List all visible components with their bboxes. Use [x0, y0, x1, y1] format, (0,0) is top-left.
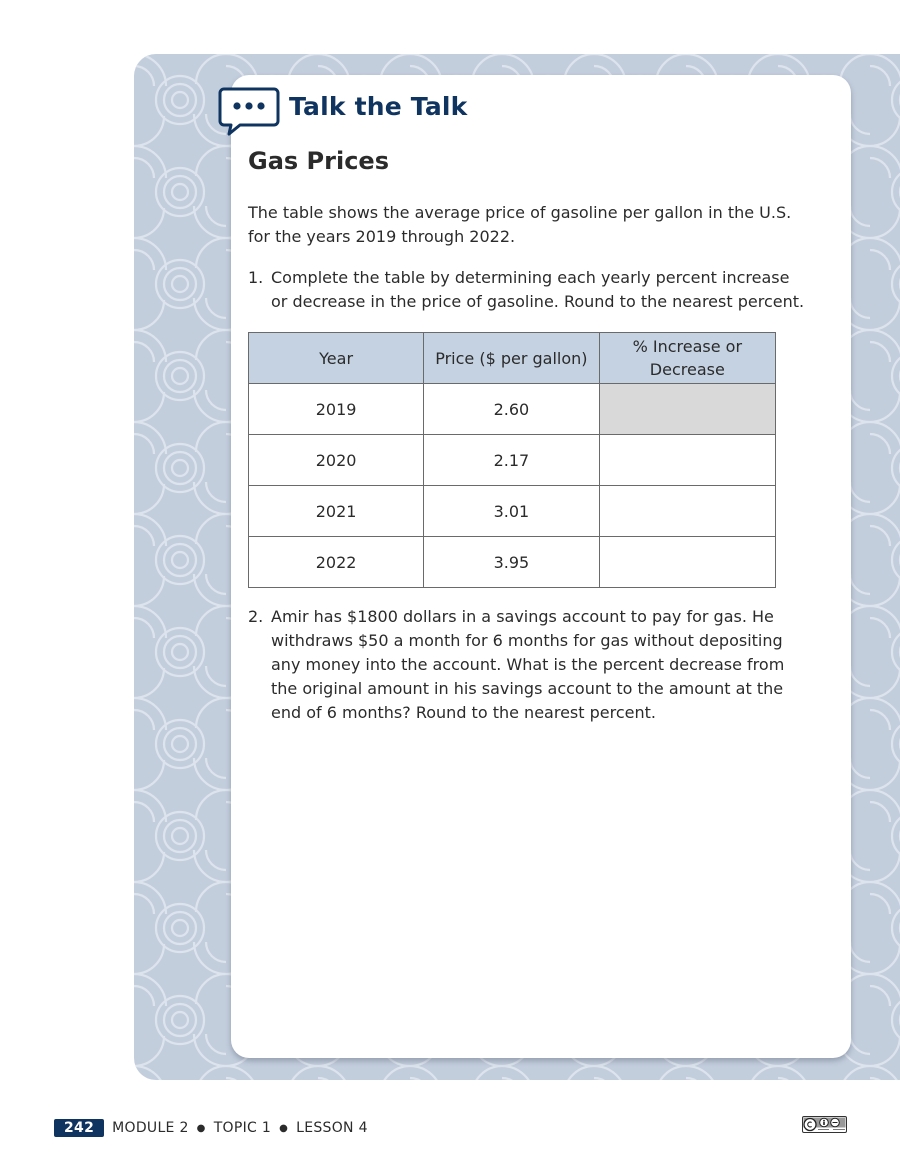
question-text: Complete the table by determining each yearly percent increase or decrease in the price of gasoline. Round to the nearest percent.: [271, 268, 805, 311]
bullet-separator: ●: [196, 1122, 206, 1134]
header-year: Year: [249, 333, 424, 384]
bullet-separator: ●: [279, 1122, 289, 1134]
percent-answer-cell[interactable]: [599, 537, 775, 588]
table-row: [249, 486, 776, 537]
percent-answer-cell[interactable]: [599, 435, 775, 486]
price-cell: 3.01: [424, 486, 599, 537]
question-number: 1.: [248, 268, 264, 287]
price-cell: 2.17: [424, 435, 599, 486]
footer-module: MODULE 2: [112, 1120, 189, 1136]
question-2: [248, 605, 808, 725]
table-header-row: [249, 333, 776, 384]
question-number: 2.: [248, 607, 264, 626]
talk-the-talk-heading: Talk the Talk: [289, 92, 468, 121]
creative-commons-icon: [802, 1116, 847, 1133]
footer-lesson: LESSON 4: [296, 1120, 368, 1136]
table-row: [249, 435, 776, 486]
year-cell: 2022: [249, 537, 424, 588]
section-title: Gas Prices: [248, 147, 389, 175]
page-footer: [54, 1117, 368, 1139]
page-number: 242: [54, 1119, 104, 1137]
year-cell: 2020: [249, 435, 424, 486]
intro-paragraph: The table shows the average price of gasoline per gallon in the U.S. for the years 2019 through 2022.: [248, 203, 792, 246]
price-cell: 3.95: [424, 537, 599, 588]
table-row: [249, 537, 776, 588]
table-row: [249, 384, 776, 435]
year-cell: 2019: [249, 384, 424, 435]
header-percent-change-text: % Increase or Decrease: [632, 337, 743, 379]
percent-answer-cell[interactable]: [599, 486, 775, 537]
year-cell: 2021: [249, 486, 424, 537]
header-price: Price ($ per gallon): [424, 333, 599, 384]
question-1: [248, 266, 808, 314]
price-cell: 2.60: [424, 384, 599, 435]
header-percent-change: [599, 333, 775, 384]
gas-price-table: [248, 332, 776, 588]
percent-cell-shaded: [599, 384, 775, 435]
speech-bubble-icon: [218, 86, 280, 136]
footer-topic: TOPIC 1: [213, 1120, 272, 1136]
question-text: Amir has $1800 dollars in a savings account to pay for gas. He withdraws $50 a month for 6 months for gas without depositing any money into the account. What is the percent decrease from the original amount in his savings account to the amount at the end of 6 months? Round to the nearest percent.: [271, 607, 785, 722]
